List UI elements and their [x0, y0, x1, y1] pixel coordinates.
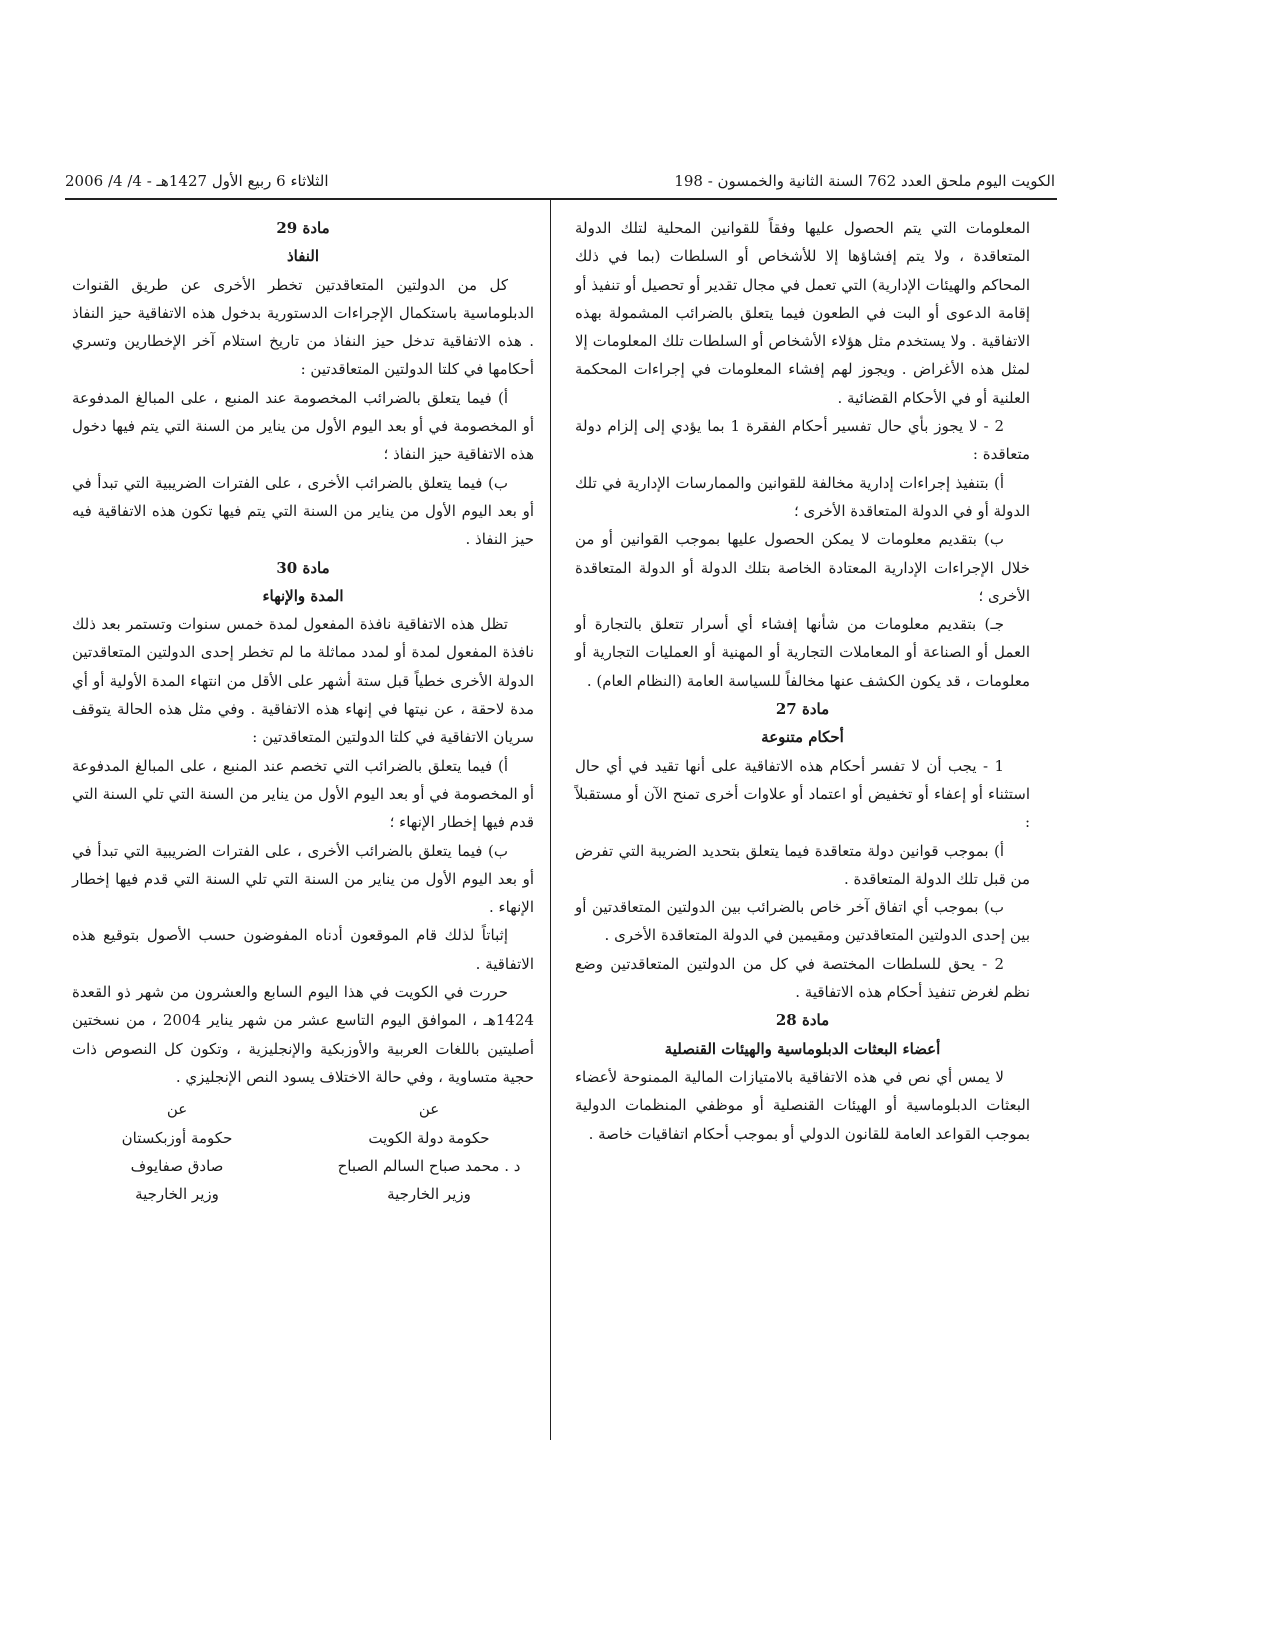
- signatory-kuwait: [324, 1095, 534, 1208]
- header-issue-info: الكويت اليوم ملحق العدد 762 السنة الثانية والخمسون - 198: [674, 172, 1055, 190]
- paragraph: جـ) بتقديم معلومات من شأنها إفشاء أي أسرار تتعلق بالتجارة أو العمل أو الصناعة أو المعاملات التجارية أو المهنية أو العمليات التجارية أو معلومات ، قد يكون الكشف عنها مخالفاً للسياسة العامة (النظام العام) .: [575, 615, 1030, 690]
- paragraph: أ) بتنفيذ إجراءات إدارية مخالفة للقوانين والممارسات الإدارية في تلك الدولة أو في الدولة المتعاقدة الأخرى ؛: [575, 473, 1030, 520]
- article-28-number: مادة 28: [775, 1011, 830, 1030]
- left-column: [72, 214, 534, 1208]
- header-rule: [65, 198, 1057, 200]
- paragraph: لا يمس أي نص في هذه الاتفاقية بالامتيازات المالية الممنوحة لأعضاء البعثات الدبلوماسية أو الهيئات القنصلية أو موظفي المنظمات الدولية بموجب القواعد العامة للقانون الدولي أو بموجب أحكام اتفاقيات خاصة .: [575, 1067, 1030, 1143]
- article-27-number: مادة 27: [775, 700, 830, 719]
- signatory-government: حكومة أوزبكستان: [121, 1128, 233, 1147]
- article-29-title: النفاذ: [286, 247, 320, 266]
- signatory-for: عن: [166, 1100, 188, 1119]
- paragraph: ب) فيما يتعلق بالضرائب الأخرى ، على الفترات الضريبية التي تبدأ في أو بعد اليوم الأول من يناير من السنة التي تلي السنة التي قدم فيها إخطار الإنهاء .: [72, 841, 534, 917]
- article-30-number: مادة 30: [276, 558, 330, 577]
- page-header: [65, 168, 1055, 202]
- signature-block: [72, 1095, 534, 1208]
- signatory-title: وزير الخارجية: [135, 1185, 219, 1204]
- column-divider: [550, 200, 551, 1440]
- paragraph: ب) فيما يتعلق بالضرائب الأخرى ، على الفترات الضريبية التي تبدأ في أو بعد اليوم الأول من يناير من السنة التي يتم فيها تكون هذه الاتفاقية فيه حيز النفاذ .: [72, 473, 534, 549]
- header-date: الثلاثاء 6 ربيع الأول 1427هـ - 4/ 4/ 2006: [65, 172, 329, 190]
- paragraph: 2 - يحق للسلطات المختصة في كل من الدولتين المتعاقدتين وضع نظم لغرض تنفيذ أحكام هذه الاتفاقية .: [575, 954, 1030, 1002]
- signatory-title: وزير الخارجية: [387, 1185, 471, 1204]
- article-28-title: أعضاء البعثات الدبلوماسية والهيئات القنصلية: [664, 1039, 941, 1058]
- paragraph: حررت في الكويت في هذا اليوم السابع والعشرون من شهر ذو القعدة 1424هـ ، الموافق اليوم التاسع عشر من شهر يناير 2004 ، من نسختين أصليتين باللغات العربية والأوزبكية والإنجليزية ، وتكون كل النصوص ذات حجية متساوية ، وفي حالة الاختلاف يسود النص الإنجليزي .: [72, 983, 535, 1086]
- signatory-for: عن: [418, 1100, 440, 1119]
- signatory-name: د . محمد صباح السالم الصباح: [337, 1156, 521, 1175]
- article-27-title: أحكام متنوعة: [761, 728, 844, 747]
- paragraph: كل من الدولتين المتعاقدتين تخطر الأخرى عن طريق القنوات الدبلوماسية باستكمال الإجراءات الدستورية بدخول هذه الاتفاقية حيز النفاذ . هذه الاتفاقية تدخل حيز النفاذ من تاريخ استلام آخر الإخطارين وتسري أحكامها في كلتا الدولتين المتعاقدتين :: [72, 275, 534, 379]
- paragraph: إثباتاً لذلك قام الموقعون أدناه المفوضون حسب الأصول بتوقيع هذه الاتفاقية .: [72, 926, 534, 973]
- paragraph: ب) بموجب أي اتفاق آخر خاص بالضرائب بين الدولتين المتعاقدتين أو بين إحدى الدولتين المتعاقدتين ومقيمين في الدولة المتعاقدة الأخرى .: [575, 898, 1030, 945]
- signatory-government: حكومة دولة الكويت: [368, 1128, 490, 1147]
- right-column: [575, 214, 1030, 1148]
- paragraph: أ) فيما يتعلق بالضرائب التي تخصم عند المنبع ، على المبالغ المدفوعة أو المخصومة في أو بعد اليوم الأول من يناير من السنة التي تلي السنة التي قدم فيها إخطار الإنهاء ؛: [72, 756, 534, 832]
- paragraph: المعلومات التي يتم الحصول عليها وفقاً للقوانين المحلية لتلك الدولة المتعاقدة ، ولا يتم إفشاؤها إلا للأشخاص أو السلطات (بما في ذلك المحاكم والهيئات الإدارية) التي تعمل في مجال تقدير أو تحصيل أو تنفيذ أو إقامة الدعوى أو البت في الطعون فيما يتعلق بالضرائب المشمولة بهذه الاتفاقية . ولا يستخدم مثل هؤلاء الأشخاص أو السلطات تلك المعلومات إلا لمثل هذه الأغراض . ويجوز لهم إفشاء المعلومات في إجراءات المحكمة العلنية أو في الأحكام القضائية .: [575, 219, 1030, 407]
- signatory-name: صادق صفايوف: [130, 1156, 224, 1175]
- article-29-number: مادة 29: [276, 219, 330, 237]
- paragraph: أ) بموجب قوانين دولة متعاقدة فيما يتعلق بتحديد الضريبة التي تفرض من قبل تلك الدولة المتعاقدة .: [575, 841, 1030, 888]
- signatory-uzbekistan: [72, 1095, 282, 1208]
- paragraph: 1 - يجب أن لا تفسر أحكام هذه الاتفاقية على أنها تقيد في أي حال استثناء أو إعفاء أو تخفيض أو اعتماد أو علاوات أخرى تمنح الآن أو مستقبلاً :: [575, 756, 1030, 832]
- paragraph: ب) بتقديم معلومات لا يمكن الحصول عليها بموجب القوانين أو من خلال الإجراءات الإدارية المعتادة الخاصة بتلك الدولة أو الدولة المتعاقدة الأخرى ؛: [575, 530, 1030, 605]
- article-30-title: المدة والإنهاء: [262, 586, 344, 605]
- paragraph: 2 - لا يجوز بأي حال تفسير أحكام الفقرة 1 بما يؤدي إلى إلزام دولة متعاقدة :: [575, 417, 1030, 464]
- paragraph: تظل هذه الاتفاقية نافذة المفعول لمدة خمس سنوات وتستمر بعد ذلك نافذة المفعول لمدة أو لمدد مماثلة ما لم تخطر إحدى الدولتين المتعاقدتين الدولة الأخرى خطياً قبل ستة أشهر على الأقل من انتهاء المدة الأولية أو أي مدة لاحقة ، عن نيتها في إنهاء هذه الاتفاقية . وفي مثل هذه الحالة يتوقف سريان الاتفاقية في كلتا الدولتين المتعاقدتين :: [72, 615, 534, 747]
- paragraph: أ) فيما يتعلق بالضرائب المخصومة عند المنبع ، على المبالغ المدفوعة أو المخصومة في أو بعد اليوم الأول من يناير من السنة التي يتم فيها دخول هذه الاتفاقية حيز النفاذ ؛: [72, 388, 534, 464]
